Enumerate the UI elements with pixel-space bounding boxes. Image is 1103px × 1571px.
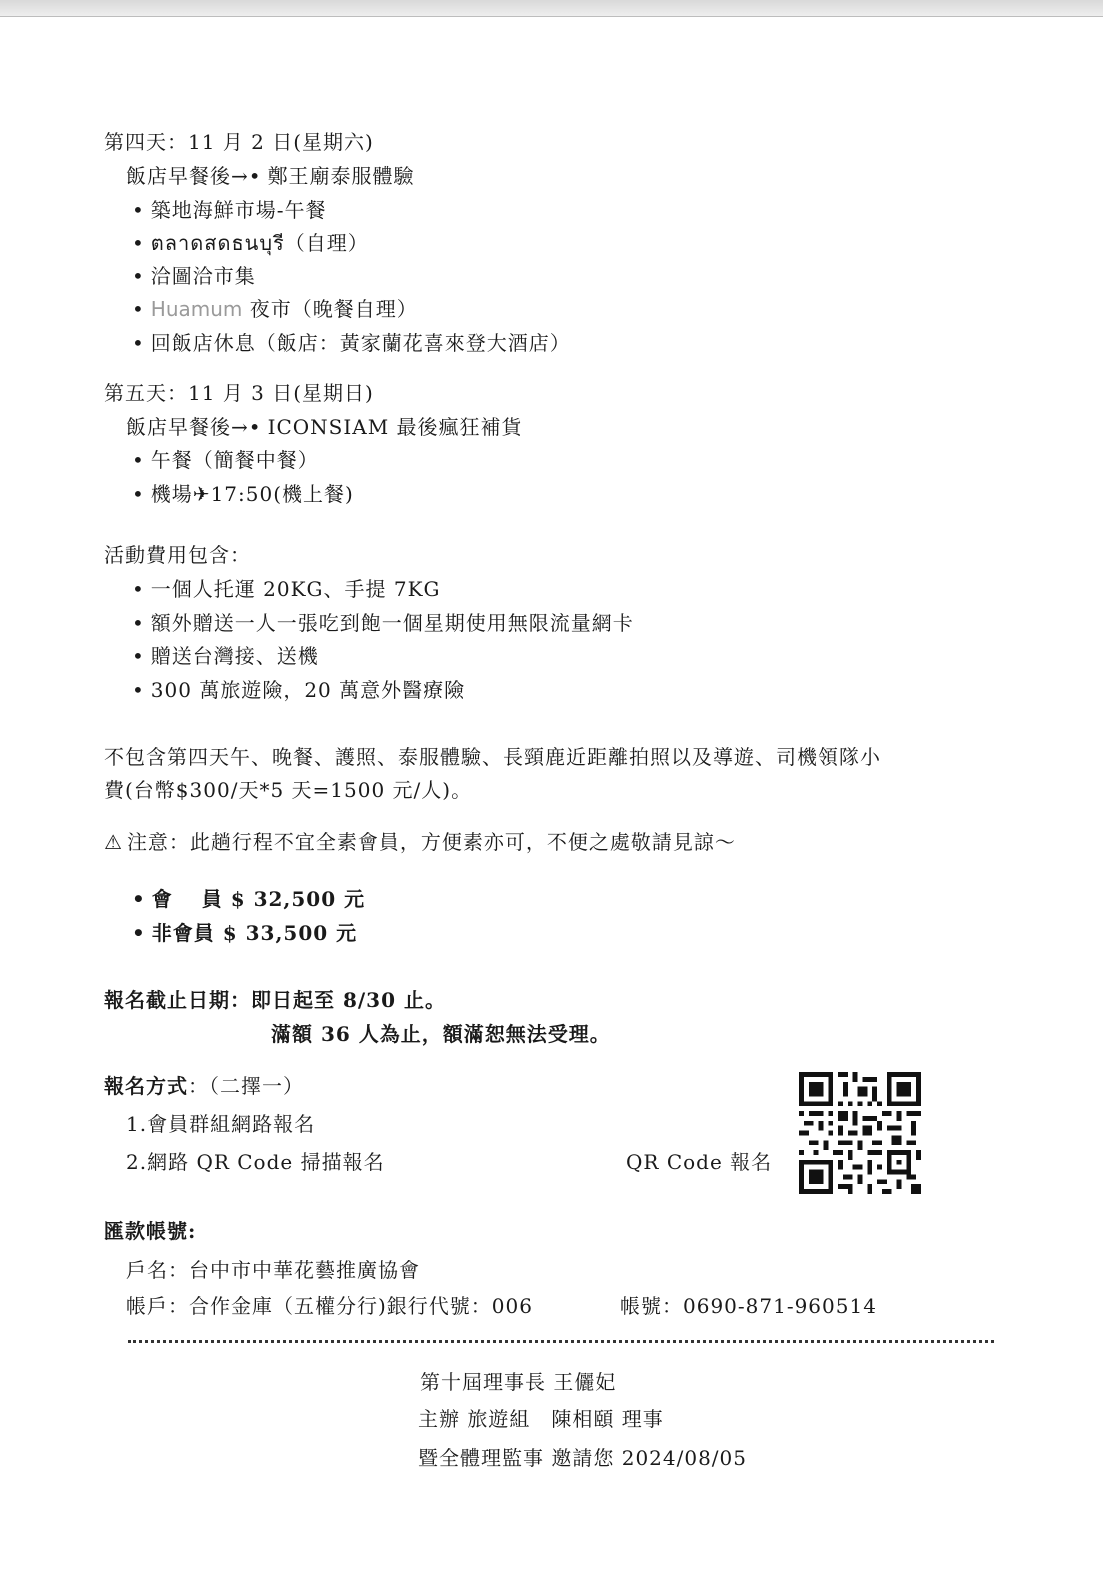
deadline-line-1: 報名截止日期：即日起至 8/30 止。	[104, 988, 446, 1012]
signup-title-line	[104, 1073, 304, 1099]
day5-item-3	[132, 481, 354, 507]
warning-icon: ⚠	[104, 830, 123, 854]
day5-first-item	[126, 414, 523, 440]
day5-flight-time: 17:50(機上餐)	[210, 482, 354, 506]
huamum-label: Huamum	[150, 297, 243, 321]
day4-item-5	[132, 296, 418, 322]
day5-airport: • 機場	[132, 482, 193, 506]
qr-label: QR Code 報名	[626, 1150, 773, 1174]
notice-text: 注意：此趟行程不宜全素會員，方便素亦可，不便之處敬請見諒～	[126, 830, 736, 854]
day5-title: 第五天：11 月 3 日(星期日)	[104, 381, 374, 405]
airplane-icon: ✈	[192, 482, 211, 506]
day4-first-item	[126, 163, 415, 189]
day4-item-6: • 回飯店休息（飯店：黃家蘭花喜來登大酒店）	[132, 330, 571, 356]
bank-account: 帳戶：合作金庫（五權分行)銀行代號：006	[126, 1294, 533, 1318]
signup-method-2: 2.網路 QR Code 掃描報名	[126, 1150, 385, 1174]
day4-item-3: • ตลาดสดธนบุรี（自理）	[132, 230, 369, 256]
included-title: 活動費用包含：	[104, 543, 251, 567]
signup-title-suffix: ：（二擇一）	[188, 1074, 304, 1098]
qr-modules	[799, 1072, 921, 1194]
dotted-divider	[128, 1340, 994, 1343]
price-non-member: • 非會員 $ 33,500 元	[132, 920, 357, 946]
account-holder: 戶名：台中市中華花藝推廣協會	[126, 1258, 420, 1282]
day4-item-2: • 築地海鮮市場-午餐	[132, 197, 327, 223]
included-item-3: • 贈送台灣接、送機	[132, 643, 319, 669]
signature-line-2: 主辦 旅遊組 陳相頤 理事	[418, 1407, 664, 1431]
signup-method-1: 1.會員群組網路報名	[126, 1112, 316, 1136]
day5-item-1: • ICONSIAM 最後瘋狂補貨	[249, 415, 523, 439]
day4-title: 第四天：11 月 2 日(星期六)	[104, 130, 374, 154]
day5-item-2: • 午餐（簡餐中餐）	[132, 447, 319, 473]
day5-prefix: 飯店早餐後→	[126, 415, 249, 439]
signup-title: 報名方式	[104, 1074, 188, 1098]
day4-item-4: • 洽圖洽市集	[132, 263, 256, 289]
day4-item-5-text: 夜市（晚餐自理）	[249, 297, 418, 321]
day4-item-1: • 鄭王廟泰服體驗	[249, 164, 415, 188]
excluded-line-2: 費(台幣$300/天*5 天=1500 元/人)。	[104, 778, 473, 802]
included-item-4: • 300 萬旅遊險，20 萬意外醫療險	[132, 677, 465, 703]
signature-line-3: 暨全體理監事 邀請您 2024/08/05	[418, 1446, 747, 1470]
included-item-2: • 額外贈送一人一張吃到飽一個星期使用無限流量網卡	[132, 610, 634, 636]
deadline-line-2: 滿額 36 人為止，額滿恕無法受理。	[271, 1022, 611, 1046]
qr-code[interactable]	[799, 1072, 921, 1194]
remittance-title: 匯款帳號:	[104, 1219, 197, 1243]
day4-prefix: 飯店早餐後→	[126, 164, 249, 188]
excluded-line-1: 不包含第四天午、晚餐、護照、泰服體驗、長頸鹿近距離拍照以及導遊、司機領隊小	[104, 745, 881, 769]
signature-line-1: 第十屆理事長 王儷妃	[420, 1370, 617, 1394]
notice	[104, 829, 736, 855]
price-member: • 會 員 $ 32,500 元	[132, 886, 365, 912]
included-item-1: • 一個人托運 20KG、手提 7KG	[132, 576, 441, 602]
account-number: 帳號：0690-871-960514	[620, 1294, 877, 1318]
